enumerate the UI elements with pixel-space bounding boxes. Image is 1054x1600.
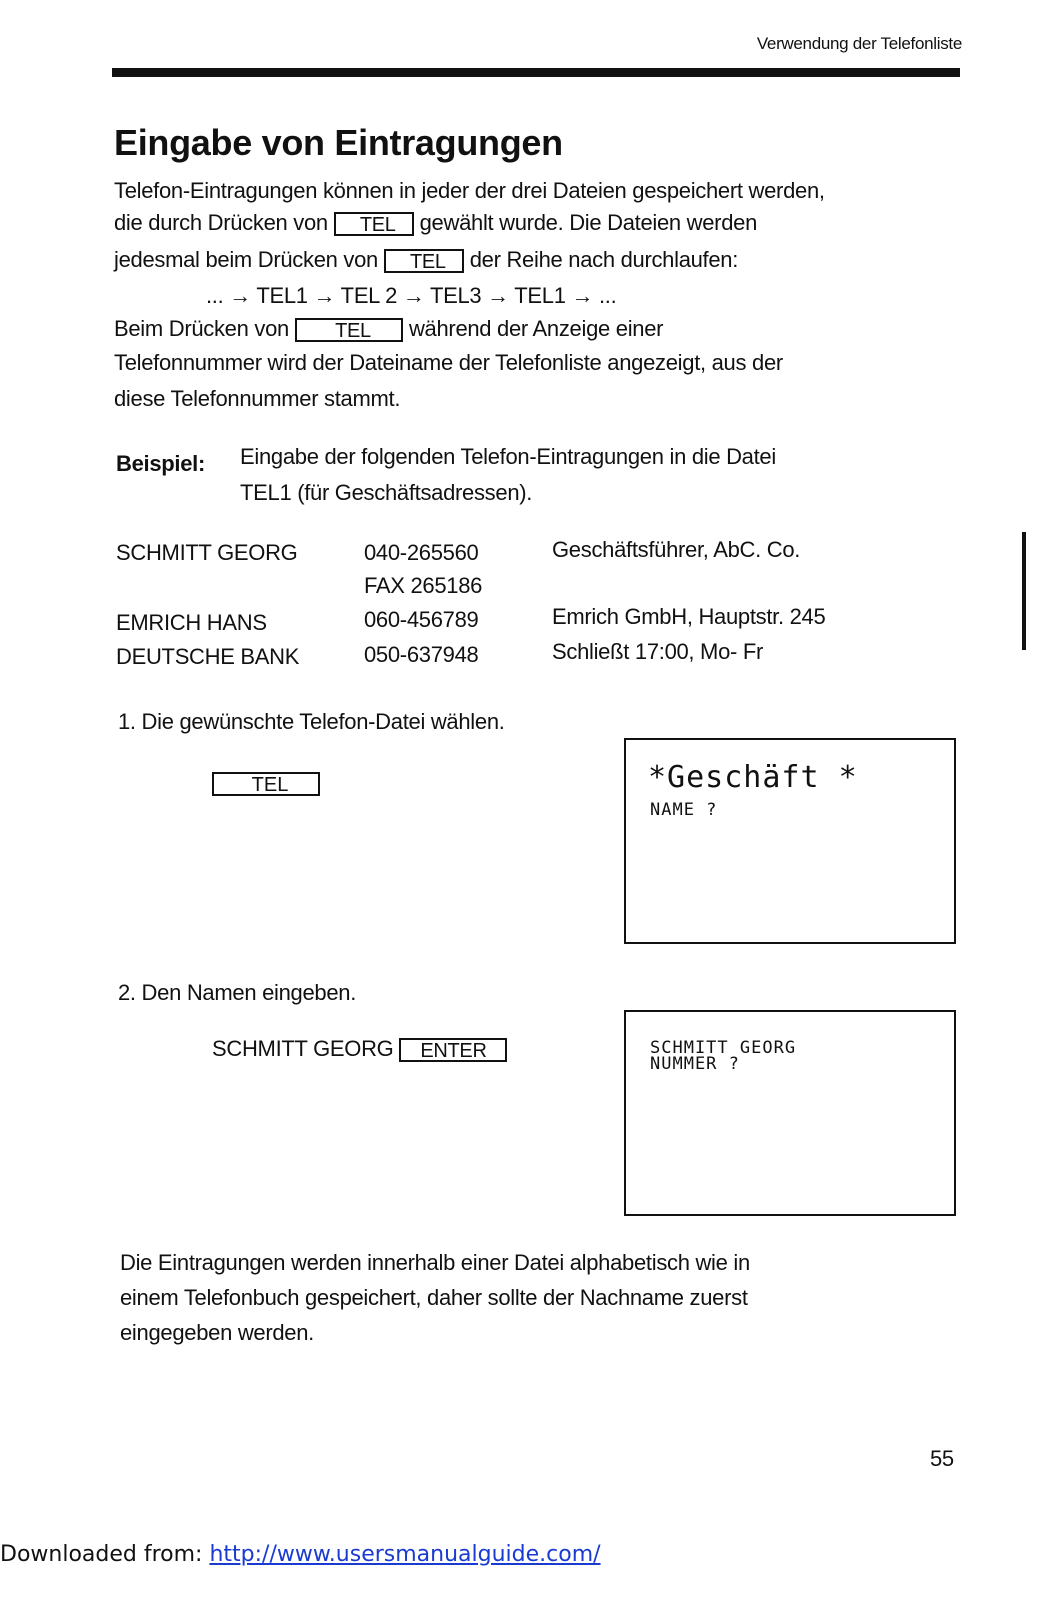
example-text-1: Eingabe der folgenden Telefon-Eintragungen in die Datei — [240, 444, 776, 469]
tel-key: TEL — [384, 249, 464, 273]
tel-key: TEL — [212, 772, 320, 796]
lcd-line-2: NUMMER ? — [650, 1054, 740, 1074]
intro-text: während der Anzeige einer — [408, 316, 664, 341]
closing-line-1: Die Eintragungen werden innerhalb einer Datei alphabetisch wie in — [120, 1250, 750, 1275]
footer-link[interactable]: http://www.usersmanualguide.com/ — [209, 1542, 601, 1567]
page-title: Eingabe von Eintragungen — [114, 122, 563, 163]
lcd-display-2 — [624, 1010, 956, 1216]
step-2-text: 2. Den Namen eingeben. — [118, 980, 357, 1005]
intro-line-4 — [114, 316, 663, 342]
example-text-2: TEL1 (für Geschäftsadressen). — [240, 480, 533, 505]
page-number: 55 — [930, 1446, 954, 1471]
step-1-text: 1. Die gewünschte Telefon-Datei wählen. — [118, 709, 505, 734]
footer-label: Downloaded from: — [0, 1542, 210, 1567]
entry-name: SCHMITT GEORG — [116, 540, 298, 565]
tel-key: TEL — [295, 318, 403, 342]
tel-key: TEL — [334, 212, 414, 236]
entry-name: EMRICH HANS — [116, 610, 267, 635]
lcd-line-1: SCHMITT GEORG — [650, 1038, 797, 1058]
entry-number: 060-456789 — [364, 607, 479, 632]
step-1-key — [212, 772, 320, 796]
intro-text: jedesmal beim Drücken von — [114, 247, 378, 272]
header-rule — [112, 68, 960, 77]
lcd-line-2: NAME ? — [650, 800, 718, 820]
entry-number: 050-637948 — [364, 642, 479, 667]
entry-note: Emrich GmbH, Hauptstr. 245 — [552, 604, 826, 629]
entry-name: DEUTSCHE BANK — [116, 644, 300, 669]
intro-line-5: Telefonnummer wird der Dateiname der Telefonliste angezeigt, aus der — [114, 350, 783, 375]
cycle-sequence: ... → TEL1 → TEL 2 → TEL3 → TEL1 → ... — [206, 283, 617, 308]
entry-note: Schließt 17:00, Mo- Fr — [552, 639, 764, 664]
intro-text: gewählt wurde. Die Dateien werden — [419, 210, 758, 235]
entry-number: FAX 265186 — [364, 573, 483, 598]
entry-note: Geschäftsführer, AbC. Co. — [552, 537, 801, 562]
intro-line-1: Telefon-Eintragungen können in jeder der drei Dateien gespeichert werden, — [114, 178, 825, 203]
entry-number: 040-265560 — [364, 540, 479, 565]
download-footer — [0, 1542, 601, 1567]
step-2-input — [212, 1036, 513, 1062]
enter-key: ENTER — [399, 1038, 507, 1062]
intro-text: Beim Drücken von — [114, 316, 289, 341]
running-header: Verwendung der Telefonliste — [756, 34, 962, 53]
lcd-line-1: *Geschäft * — [648, 760, 858, 795]
example-label: Beispiel: — [116, 451, 205, 476]
closing-line-2: einem Telefonbuch gespeichert, daher sollte der Nachname zuerst — [120, 1285, 748, 1310]
lcd-display-1 — [624, 738, 956, 944]
intro-text: die durch Drücken von — [114, 210, 328, 235]
intro-line-3 — [114, 247, 738, 273]
intro-line-6: diese Telefonnummer stammt. — [114, 386, 401, 411]
intro-text: der Reihe nach durchlaufen: — [469, 247, 739, 272]
input-text: SCHMITT GEORG — [212, 1036, 394, 1061]
margin-bar — [1022, 532, 1026, 650]
intro-line-2 — [114, 210, 757, 236]
closing-line-3: eingegeben werden. — [120, 1320, 314, 1345]
